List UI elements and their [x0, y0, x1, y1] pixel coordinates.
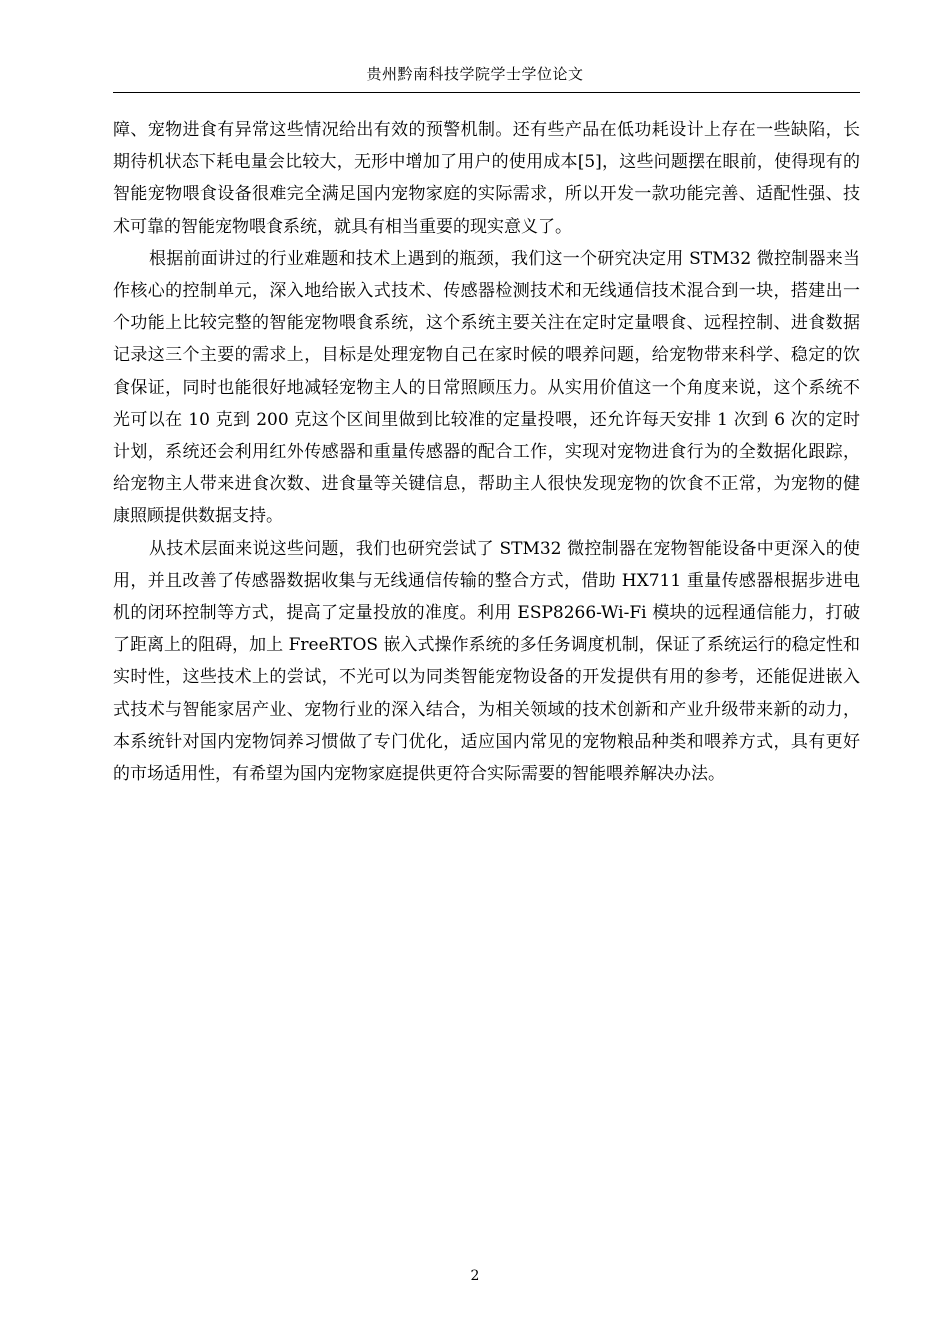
page-number: 2	[470, 1268, 480, 1284]
paragraph-2: 根据前面讲过的行业难题和技术上遇到的瓶颈，我们这一个研究决定用 STM32 微控制器来当作核心的控制单元，深入地给嵌入式技术、传感器检测技术和无线通信技术混合到一块，搭建出一个功能上比较完整的智能宠物喂食系统，这个系统主要关注在定时定量喂食、远程控制、进食数据记录这三个主要的需求上，目标是处理宠物自己在家时候的喂养问题，给宠物带来科学、稳定的饮食保证，同时也能很好地减轻宠物主人的日常照顾压力。从实用价值这一个角度来说，这个系统不光可以在 10 克到 200 克这个区间里做到比较准的定量投喂，还允许每天安排 1 次到 6 次的定时计划，系统还会利用红外传感器和重量传感器的配合工作，实现对宠物进食行为的全数据化跟踪，给宠物主人带来进食次数、进食量等关键信息，帮助主人很快发现宠物的饮食不正常，为宠物的健康照顾提供数据支持。	[113, 248, 860, 527]
header-divider	[113, 92, 860, 93]
paragraph-1: 障、宠物进食有异常这些情况给出有效的预警机制。还有些产品在低功耗设计上存在一些缺陷，长期待机状态下耗电量会比较大，无形中增加了用户的使用成本[5]，这些问题摆在眼前，使得现有的智能宠物喂食设备很难完全满足国内宠物家庭的实际需求，所以开发一款功能完善、适配性强、技术可靠的智能宠物喂食系统，就具有相当重要的现实意义了。	[113, 120, 860, 237]
paragraph-3: 从技术层面来说这些问题，我们也研究尝试了 STM32 微控制器在宠物智能设备中更深入的使用，并且改善了传感器数据收集与无线通信传输的整合方式，借助 HX711 重量传感器根据步进电机的闭环控制等方式，提高了定量投放的准度。利用 ESP8266-Wi-Fi 模块的远程通信能力，打破了距离上的阻碍，加上 FreeRTOS 嵌入式操作系统的多任务调度机制，保证了系统运行的稳定性和实时性，这些技术上的尝试，不光可以为同类智能宠物设备的开发提供有用的参考，还能促进嵌入式技术与智能家居产业、宠物行业的深入结合，为相关领域的技术创新和产业升级带来新的动力，本系统针对国内宠物饲养习惯做了专门优化，适应国内常见的宠物粮品种类和喂养方式，具有更好的市场适用性，有希望为国内宠物家庭提供更符合实际需要的智能喂养解决办法。	[113, 538, 860, 785]
running-header: 贵州黔南科技学院学士学位论文	[366, 65, 584, 83]
body-text	[113, 114, 860, 790]
